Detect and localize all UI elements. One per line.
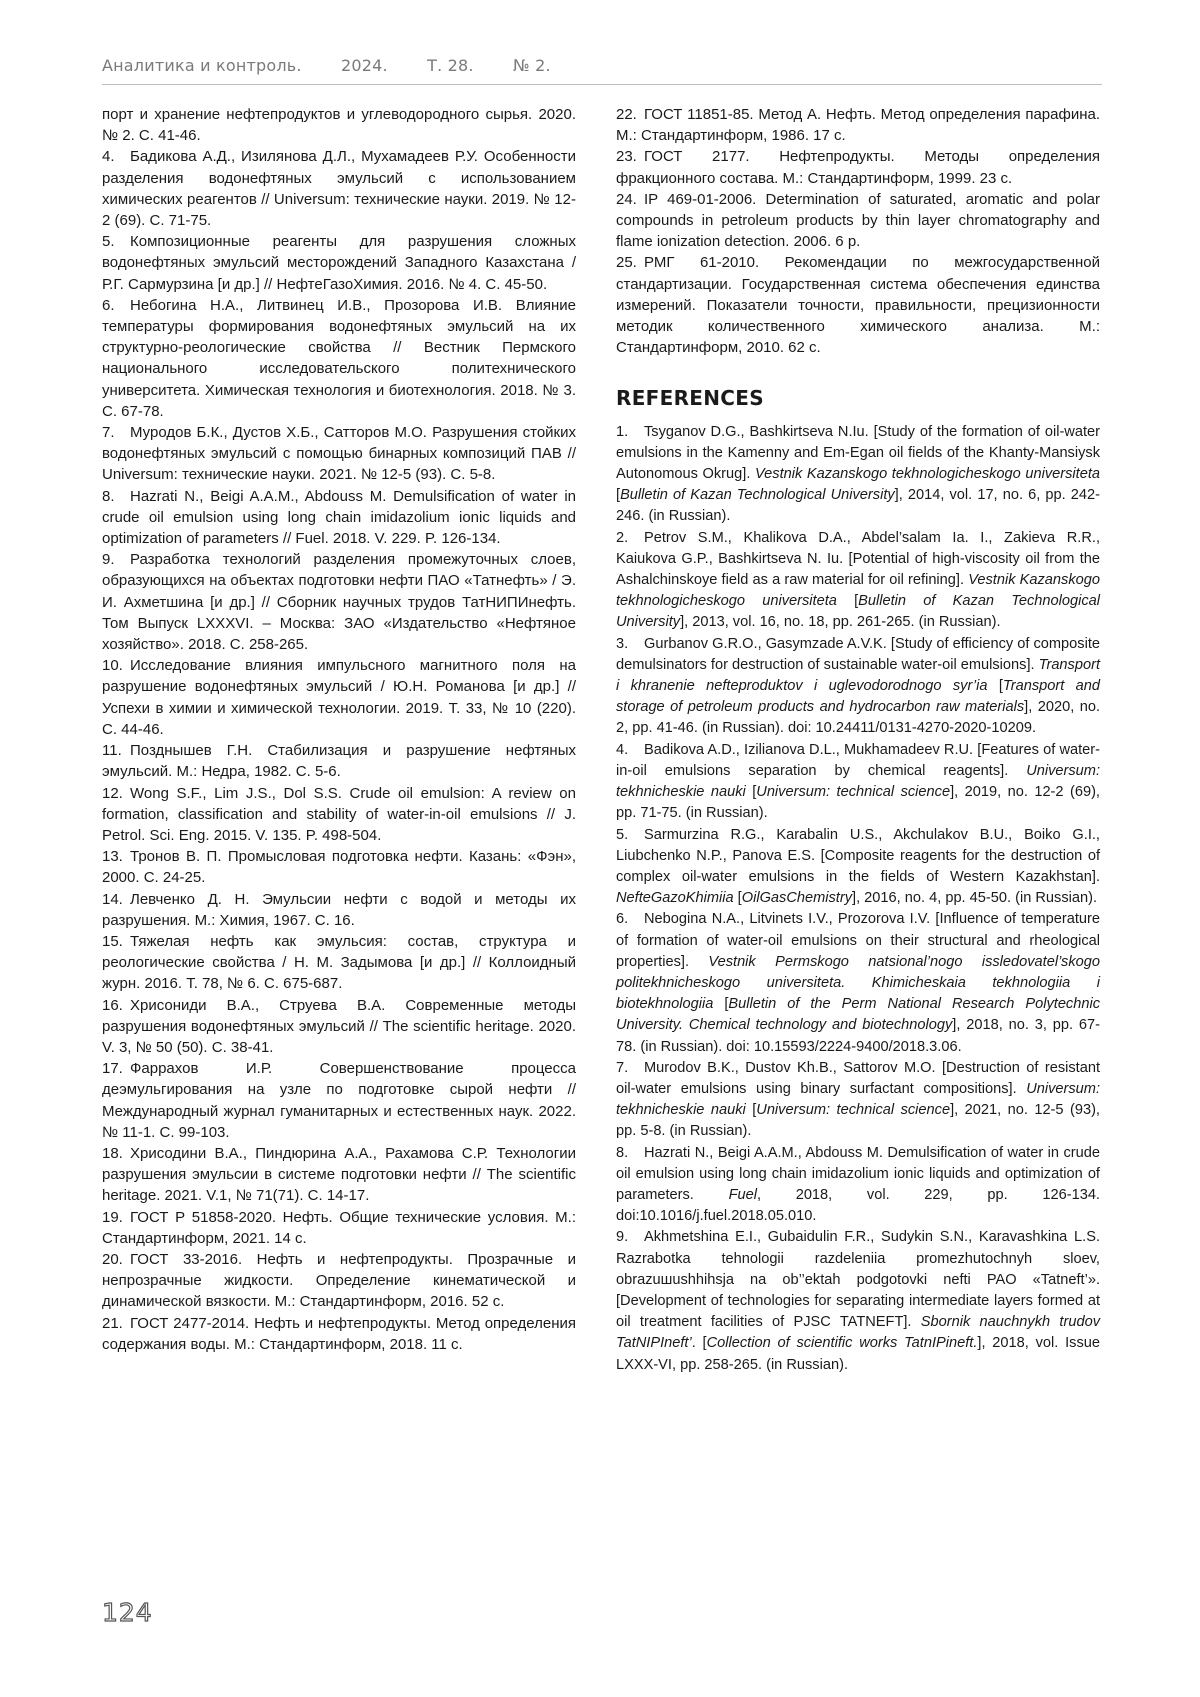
reference-text: Композиционные реагенты для разрушения сложных водонефтяных эмульсий месторождений Западного Казахстана / Р.Г. Сармурзина [и др.] // НефтеГазоХимия. 2016. № 4. С. 45-50. bbox=[102, 233, 576, 293]
reference-item bbox=[102, 740, 576, 782]
reference-item bbox=[102, 1058, 576, 1143]
reference-italic-text: NefteGazoKhimiia bbox=[616, 890, 734, 907]
reference-text: ГОСТ 33-2016. Нефть и нефтепродукты. Прозрачные и непрозрачные жидкости. Определение кинематической и динамической вязкости. М.: Стандартинформ, 2016. 52 с. bbox=[102, 1250, 576, 1311]
reference-number: 3. bbox=[616, 635, 629, 652]
reference-item bbox=[102, 995, 576, 1059]
reference-number: 24. bbox=[616, 190, 637, 208]
reference-text: [ bbox=[745, 784, 757, 801]
reference-text: Sarmurzina R.G., Karabalin U.S., Akchulakov B.U., Boiko G.I., Liubchenko N.P., Panova E.S. [Composite reagents for the destruction of complex oil-water emulsions in the fields of Western Kazakhstan]. bbox=[616, 826, 1100, 885]
reference-italic-text: Transport i khranenie nefteproduktov i uglevodorodnogo syr’ia bbox=[616, 656, 1100, 695]
reference-item bbox=[102, 1207, 576, 1249]
reference-text: ], 2021, no. 12-5 (93), pp. 5-8. (in Russian). bbox=[616, 1102, 1100, 1140]
reference-text: Фаррахов И.Р. Совершенствование процесса деэмульгирования на узле по подготовке сырой нефти // Международный журнал гуманитарных и естественных наук. 2022. № 11-1. С. 99-103. bbox=[102, 1060, 576, 1141]
reference-text: Левченко Д. Н. Эмульсии нефти с водой и методы их разрушения. М.: Химия, 1967. С. 16. bbox=[102, 890, 576, 929]
reference-text: Тяжелая нефть как эмульсия: состав, структура и реологические свойства / Н. М. Задымова [и др.] // Коллоидный журн. 2016. Т. 78, № 6. С. 675-687. bbox=[102, 932, 576, 993]
reference-text: ], 2019, no. 12-2 (69), pp. 71-75. (in Russian). bbox=[616, 784, 1100, 822]
reference-text: [ bbox=[836, 593, 859, 610]
reference-text: [ bbox=[987, 678, 1003, 695]
reference-item bbox=[616, 189, 1100, 253]
reference-text: [ bbox=[733, 890, 742, 907]
reference-number: 4. bbox=[102, 148, 115, 166]
reference-number: 23. bbox=[616, 148, 637, 166]
reference-text: Gurbanov G.R.O., Gasymzade A.V.K. [Study of efficiency of composite demulsinators for destruction of sustainable water-oil emulsions]. bbox=[616, 635, 1100, 673]
reference-text: Wong S.F., Lim J.S., Dol S.S. Crude oil emulsion: A review on formation, classification and stability of water-in-oil emulsions // J. Petrol. Sci. Eng. 2015. V. 135. P. 498-504. bbox=[102, 784, 576, 844]
reference-italic-text: Universum: tekhnicheskie nauki bbox=[616, 1080, 1100, 1119]
reference-number: 21. bbox=[102, 1314, 123, 1332]
reference-number: 7. bbox=[616, 1059, 629, 1076]
reference-text: Хрисодини В.А., Пиндюрина А.А., Рахамова С.Р. Технологии разрушения эмульсии в системе подготовки нефти // The scientific heritage. 2021. V.1, № 71(71). С. 14-17. bbox=[102, 1144, 576, 1205]
reference-number: 2. bbox=[616, 529, 629, 546]
reference-italic-text: Bulletin of the Perm National Research Polytechnic University. Chemical technology and biotechnology bbox=[616, 996, 1101, 1034]
reference-item bbox=[616, 1058, 1100, 1143]
reference-text: Тронов В. П. Промысловая подготовка нефти. Казань: «Фэн», 2000. С. 24-25. bbox=[102, 848, 576, 887]
reference-text: IP 469-01-2006. Determination of saturated, aromatic and polar compounds in petroleum products by thin layer chromatography and flame ionization detection. 2006. 6 р. bbox=[616, 190, 1100, 251]
reference-item bbox=[102, 231, 576, 295]
reference-text: ГОСТ 2177. Нефтепродукты. Методы определения фракционного состава. М.: Стандартинформ, 1999. 23 с. bbox=[616, 148, 1100, 187]
reference-number: 1. bbox=[616, 423, 629, 440]
reference-text: , 2018, vol. 229, pp. 126-134. doi:10.1016/j.fuel.2018.05.010. bbox=[616, 1186, 1100, 1225]
right-column bbox=[616, 104, 1100, 1376]
references-heading: REFERENCES bbox=[616, 386, 764, 411]
reference-number: 25. bbox=[616, 254, 637, 272]
journal-title: Аналитика и контроль. bbox=[102, 56, 302, 75]
reference-number: 16. bbox=[102, 996, 123, 1014]
reference-italic-text: Collection of scientific works TatnIPineft. bbox=[706, 1335, 978, 1352]
reference-item bbox=[102, 146, 576, 231]
reference-text: ГОСТ 2477-2014. Нефть и нефтепродукты. Метод определения содержания воды. М.: Стандартинформ, 2018. 11 с. bbox=[102, 1314, 576, 1353]
reference-number: 14. bbox=[102, 890, 123, 908]
reference-item bbox=[102, 1313, 576, 1355]
reference-number: 17. bbox=[102, 1060, 123, 1078]
reference-number: 20. bbox=[102, 1250, 123, 1268]
reference-item bbox=[616, 634, 1100, 740]
reference-number: 6. bbox=[102, 296, 115, 314]
reference-text: [ bbox=[713, 996, 729, 1013]
reference-item bbox=[616, 825, 1100, 910]
reference-item bbox=[616, 1227, 1100, 1375]
reference-item bbox=[102, 783, 576, 847]
reference-number: 11. bbox=[102, 742, 122, 760]
reference-number: 4. bbox=[616, 741, 629, 758]
english-references bbox=[616, 422, 1100, 1376]
running-header bbox=[102, 56, 1102, 75]
header-divider bbox=[102, 84, 1102, 85]
reference-italic-text: Transport and storage of petroleum products and hydrocarbon raw materials bbox=[616, 678, 1101, 716]
reference-number: 9. bbox=[102, 551, 115, 569]
reference-text: ГОСТ Р 51858-2020. Нефть. Общие технические условия. М.: Стандартинформ, 2021. 14 с. bbox=[102, 1208, 576, 1247]
reference-text: ], 2016, no. 4, pp. 45-50. (in Russian). bbox=[852, 890, 1098, 907]
reference-item bbox=[102, 889, 576, 931]
reference-italic-text: Bulletin of Kazan Technological University bbox=[620, 487, 895, 504]
reference-item bbox=[616, 528, 1100, 634]
reference-number: 12. bbox=[102, 784, 123, 802]
reference-item bbox=[616, 909, 1100, 1057]
reference-item bbox=[102, 104, 576, 146]
reference-number: 5. bbox=[616, 826, 629, 843]
reference-text: ГОСТ 11851-85. Метод А. Нефть. Метод определения парафина. М.: Стандартинформ, 1986. 17 с. bbox=[616, 106, 1100, 145]
reference-text: Разработка технологий разделения промежуточных слоев, образующихся на объектах подготовки нефти ПАО «Татнефть» / Э. И. Ахметшина [и др.] // Сборник научных трудов ТатНИПИнефть. Том Выпуск LXXXVI. – Москва: ЗАО «Издательство «Нефтяное хозяйство». 2018. С. 258-265. bbox=[102, 551, 576, 654]
reference-number: 7. bbox=[102, 424, 115, 442]
reference-italic-text: Vestnik Permskogo natsional’nogo issledovatel’skogo politekhnicheskogo universiteta. Khimicheskaia tekhnologiia i biotekhnologiia bbox=[616, 953, 1101, 1013]
reference-item bbox=[616, 1143, 1100, 1228]
page-number: 124 bbox=[102, 1598, 153, 1627]
reference-text: Исследование влияния импульсного магнитного поля на разрушение водонефтяных эмульсий / Ю.Н. Романова [и др.] // Успехи в химии и химической технологии. 2019. Т. 33, № 10 (220). С. 44-46. bbox=[102, 657, 576, 738]
journal-volume: Т. 28. bbox=[427, 56, 474, 75]
reference-italic-text: Universum: tekhnicheskie nauki bbox=[616, 762, 1100, 801]
reference-text: . [ bbox=[691, 1335, 707, 1352]
reference-text: Tsyganov D.G., Bashkirtseva N.Iu. [Study of the formation of oil-water emulsions in the Kamenny and Em-Egan oil fields of the Khanty-Mansiysk Autonomous Okrug]. bbox=[616, 423, 1100, 483]
reference-text: Akhmetshina E.I., Gubaidulin F.R., Sudykin S.N., Karavashkina L.S. Razrabotka tehnologii razdeleniia promezhutochnyh sloev, obrazuшushhihsja na ob’’ektah podgotovki nefti PAO «Tatneft’». [Development of technologies for separating intermediate layers formed at oil treatment facilities of PJSC TATNEFT]. bbox=[616, 1229, 1100, 1331]
reference-number: 6. bbox=[616, 911, 629, 928]
reference-item bbox=[616, 146, 1100, 188]
reference-text: Небогина Н.А., Литвинец И.В., Прозорова И.В. Влияние температуры формирования водонефтяных эмульсий на их структурно-реологические свойства // Вестник Пермского национального исследовательского политехнического университета. Химическая технология и биотехнология. 2018. № 3. С. 67-78. bbox=[102, 296, 576, 420]
reference-number: 8. bbox=[102, 487, 115, 505]
reference-italic-text: Bulletin of Kazan Technological University bbox=[616, 593, 1100, 631]
reference-text: ], 2018, vol. Issue LXXX-VI, pp. 258-265. (in Russian). bbox=[616, 1335, 1100, 1373]
reference-text: РМГ 61-2010. Рекомендации по межгосударственной стандартизации. Государственная система обеспечения единства измерений. Показатели точности, правильности, прецизионности методик количественного химического анализа. М.: Стандартинформ, 2010. 62 с. bbox=[616, 254, 1100, 357]
reference-text: ], 2014, vol. 17, no. 6, pp. 242-246. (in Russian). bbox=[616, 487, 1100, 525]
reference-text: порт и хранение нефтепродуктов и углеводородного сырья. 2020. № 2. С. 41-46. bbox=[102, 106, 576, 145]
reference-italic-text: OilGasChemistry bbox=[741, 890, 853, 907]
reference-text: [ bbox=[745, 1102, 757, 1119]
reference-item bbox=[102, 1249, 576, 1313]
reference-italic-text: Vestnik Kazanskogo tekhnologicheskogo universiteta bbox=[754, 466, 1100, 483]
journal-year: 2024. bbox=[341, 56, 388, 75]
reference-item bbox=[616, 252, 1100, 358]
reference-item bbox=[102, 295, 576, 422]
reference-item bbox=[616, 104, 1100, 146]
reference-item bbox=[102, 931, 576, 995]
reference-text: Badikova A.D., Izilianova D.L., Mukhamadeev R.U. [Features of water-in-oil emulsions separation by chemical reagents]. bbox=[616, 741, 1100, 779]
reference-italic-text: Universum: technical science bbox=[756, 1102, 951, 1119]
reference-text: ], 2020, no. 2, pp. 41-46. (in Russian). doi: 10.24411/0131-4270-2020-10209. bbox=[616, 699, 1100, 737]
reference-number: 9. bbox=[616, 1229, 629, 1246]
reference-number: 10. bbox=[102, 657, 123, 675]
reference-text: ], 2018, no. 3, pp. 67-78. (in Russian). doi: 10.15593/2224-9400/2018.3.06. bbox=[616, 1017, 1100, 1055]
reference-number: 5. bbox=[102, 233, 115, 251]
reference-number: 15. bbox=[102, 932, 123, 950]
reference-text: Hazrati N., Beigi A.A.M., Abdouss M. Demulsification of water in crude oil emulsion using long chain imidazolium ionic liquids and optimization of parameters // Fuel. 2018. V. 229. P. 126-134. bbox=[102, 487, 576, 548]
reference-text: Petrov S.M., Khalikova D.A., Abdel’salam Ia. I., Zakieva R.R., Kaiukova G.P., Bashkirtseva N. Iu. [Potential of high-viscosity oil from the Ashalchinskoye field as a raw material for oil refining]. bbox=[616, 529, 1100, 589]
reference-number: 18. bbox=[102, 1144, 123, 1162]
reference-text: Murodov B.K., Dustov Kh.B., Sattorov M.O. [Destruction of resistant oil-water emulsions using binary surfactant compositions]. bbox=[616, 1059, 1100, 1097]
reference-item bbox=[102, 549, 576, 655]
reference-number: 8. bbox=[616, 1144, 629, 1161]
reference-item bbox=[102, 486, 576, 550]
reference-text: [ bbox=[616, 487, 621, 504]
reference-text: Бадикова А.Д., Изилянова Д.Л., Мухамадеев Р.У. Особенности разделения водонефтяных эмульсий с использованием химических реагентов // Universum: технические науки. 2019. № 12-2 (69). С. 71-75. bbox=[102, 148, 576, 230]
left-column bbox=[102, 104, 576, 1355]
reference-italic-text: Vestnik Kazanskogo tekhnologicheskogo universiteta bbox=[616, 572, 1100, 610]
reference-italic-text: Sbornik nauchnykh trudov TatNIPIneft’ bbox=[616, 1314, 1100, 1352]
reference-text: Позднышев Г.Н. Стабилизация и разрушение нефтяных эмульсий. М.: Недра, 1982. С. 5-6. bbox=[102, 742, 576, 781]
reference-item bbox=[102, 846, 576, 888]
reference-item bbox=[616, 740, 1100, 825]
reference-italic-text: Universum: technical science bbox=[756, 784, 951, 801]
reference-item bbox=[102, 655, 576, 740]
reference-text: Hazrati N., Beigi A.A.M., Abdouss M. Demulsification of water in crude oil emulsion using long chain imidazolium ionic liquids and optimization of parameters. bbox=[616, 1144, 1100, 1203]
journal-issue: № 2. bbox=[513, 56, 551, 75]
reference-text: Муродов Б.К., Дустов Х.Б., Сатторов М.О. Разрушения стойких водонефтяных эмульсий с помощью бинарных композиций ПАВ // Universum: технические науки. 2021. № 12-5 (93). С. 5-8. bbox=[102, 424, 576, 484]
reference-text: Хрисониди В.А., Струева В.А. Современные методы разрушения водонефтяных эмульсий // The scientific heritage. 2020. V. 3, № 50 (50). С. 38-41. bbox=[102, 996, 576, 1056]
reference-text: ], 2013, vol. 16, no. 18, pp. 261-265. (in Russian). bbox=[680, 614, 1001, 631]
reference-item bbox=[102, 422, 576, 486]
reference-item bbox=[102, 1143, 576, 1207]
reference-number: 13. bbox=[102, 848, 123, 866]
russian-references-continued bbox=[616, 104, 1100, 358]
reference-item bbox=[616, 422, 1100, 528]
reference-text: Nebogina N.A., Litvinets I.V., Prozorova I.V. [Influence of temperature of formation of water-oil emulsions on their structural and rheological properties]. bbox=[616, 911, 1100, 970]
reference-italic-text: Fuel bbox=[728, 1186, 757, 1203]
reference-number: 19. bbox=[102, 1208, 123, 1226]
reference-number: 22. bbox=[616, 106, 637, 123]
